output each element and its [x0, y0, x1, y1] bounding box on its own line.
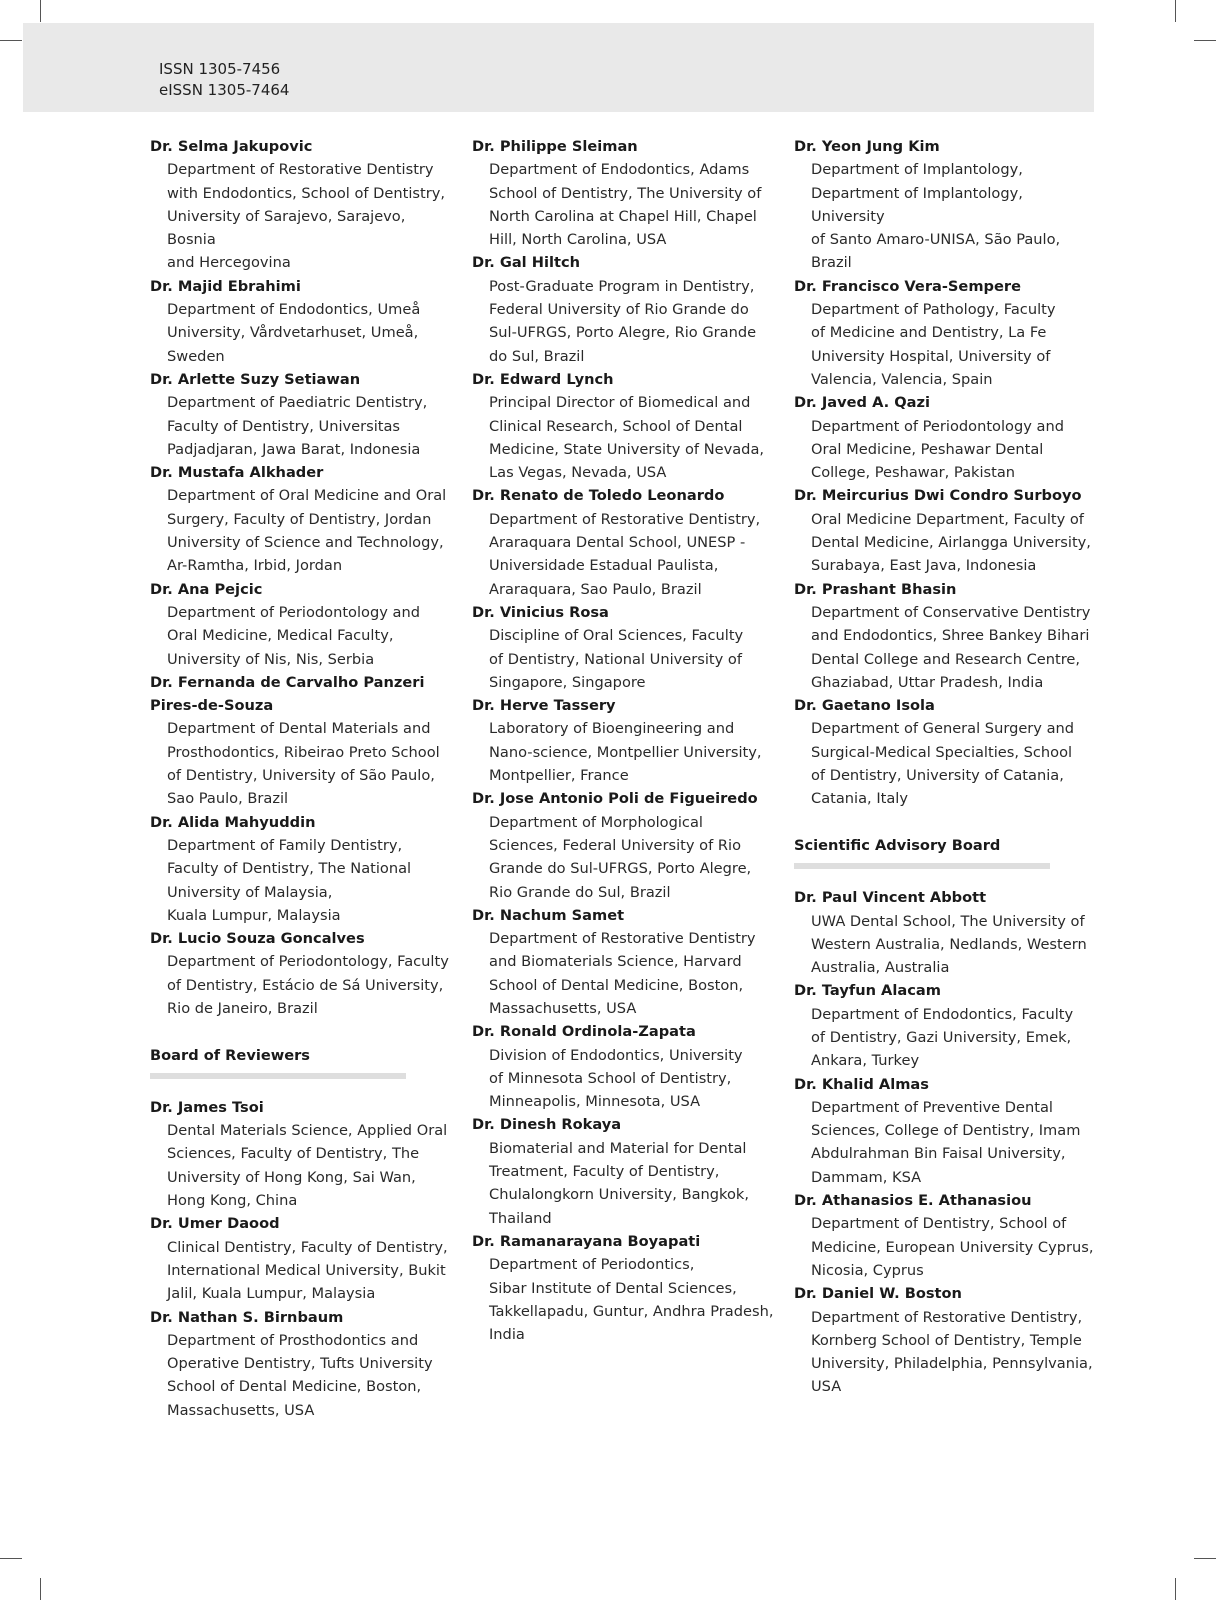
member-name: Dr. Alida Mahyuddin — [150, 813, 316, 831]
affiliation-line: Treatment, Faculty of Dentistry, — [489, 1163, 720, 1181]
crop-mark — [1175, 1578, 1176, 1600]
member-entry — [150, 1306, 455, 1422]
affiliation-line: Dental College and Research Centre, — [811, 650, 1081, 668]
crop-mark — [1194, 1558, 1216, 1559]
affiliation-line: Discipline of Oral Sciences, Faculty — [489, 627, 744, 645]
affiliation-line: Valencia, Valencia, Spain — [811, 370, 993, 388]
affiliation-line: Sibar Institute of Dental Sciences, — [489, 1279, 737, 1297]
affiliation-line: Araraquara, Sao Paulo, Brazil — [489, 580, 702, 598]
member-name: Dr. Vinicius Rosa — [472, 603, 609, 621]
member-name: Dr. Selma Jakupovic — [150, 138, 313, 155]
affiliation-line: Rio Grande do Sul, Brazil — [489, 883, 671, 901]
member-name: Dr. Ramanarayana Boyapati — [472, 1232, 701, 1250]
affiliation-line: of Minnesota School of Dentistry, — [489, 1069, 732, 1087]
section-title-scientific-advisory-board: Scientific Advisory Board — [794, 836, 1001, 854]
member-entry — [794, 391, 1099, 484]
member-name: Dr. Renato de Toledo Leonardo — [472, 487, 725, 505]
section-title-board-of-reviewers: Board of Reviewers — [150, 1046, 310, 1064]
affiliation-line: Massachusetts, USA — [167, 1401, 315, 1419]
column-2 — [472, 135, 777, 1346]
affiliation-line: Singapore, Singapore — [489, 673, 646, 691]
affiliation-line: Padjadjaran, Jawa Barat, Indonesia — [167, 440, 421, 458]
affiliation-line: University of Sarajevo, Sarajevo, Bosnia — [167, 207, 406, 249]
member-entry — [150, 461, 455, 577]
affiliation-line: Las Vegas, Nevada, USA — [489, 464, 667, 482]
affiliation-line: University Hospital, University of — [811, 347, 1051, 365]
member-name: Dr. Herve Tassery — [472, 697, 616, 715]
member-name: Dr. Arlette Suzy Setiawan — [150, 370, 361, 388]
affiliation-line: and Endodontics, Shree Bankey Bihari — [811, 627, 1090, 645]
affiliation-line: Prosthodontics, Ribeirao Preto School — [167, 743, 440, 761]
member-entry — [794, 694, 1099, 810]
affiliation-line: of Dentistry, Estácio de Sá University, — [167, 976, 444, 994]
affiliation-line: Department of Pathology, Faculty — [811, 301, 1056, 319]
affiliation-line: of Medicine and Dentistry, La Fe — [811, 324, 1047, 342]
member-entry — [150, 368, 455, 461]
affiliation-line: Department of Dental Materials and — [167, 720, 431, 738]
affiliation-line: Medicine, European University Cyprus, — [811, 1238, 1094, 1256]
affiliation-line: Sciences, Federal University of Rio — [489, 836, 741, 854]
affiliation-line: Department of Endodontics, Umeå — [167, 301, 421, 319]
member-name: Dr. Mustafa Alkhader — [150, 464, 324, 482]
member-entry — [150, 811, 455, 927]
affiliation-line: Department of Oral Medicine and Oral — [167, 487, 447, 505]
affiliation-line: UWA Dental School, The University of — [811, 912, 1085, 930]
member-entry — [472, 601, 777, 694]
member-name: Dr. Meircurius Dwi Condro Surboyo — [794, 487, 1082, 505]
affiliation-line: Department of Conservative Dentistry — [811, 603, 1091, 621]
affiliation-line: Department of Implantology, — [811, 161, 1023, 179]
col3-list-b — [794, 886, 1099, 1399]
affiliation-line: Faculty of Dentistry, The National — [167, 860, 412, 878]
member-name: Dr. Athanasios E. Athanasiou — [794, 1192, 1032, 1210]
affiliation-line: Sciences, College of Dentistry, Imam — [811, 1122, 1081, 1140]
member-name: Dr. Nachum Samet — [472, 906, 625, 924]
affiliation-line: Division of Endodontics, University — [489, 1046, 743, 1064]
column-1 — [150, 135, 455, 1422]
affiliation-line: North Carolina at Chapel Hill, Chapel — [489, 207, 757, 225]
affiliation-line: Laboratory of Bioengineering and — [489, 720, 735, 738]
member-name: Dr. Jose Antonio Poli de Figueiredo — [472, 790, 758, 808]
crop-mark — [0, 1558, 22, 1559]
affiliation-line: Nicosia, Cyprus — [811, 1261, 924, 1279]
member-entry — [150, 1096, 455, 1212]
affiliation-line: Department of General Surgery and — [811, 720, 1075, 738]
member-name: Dr. Tayfun Alacam — [794, 982, 941, 1000]
affiliation-line: Department of Family Dentistry, — [167, 836, 403, 854]
affiliation-line: Hong Kong, China — [167, 1192, 298, 1210]
affiliation-line: Department of Prosthodontics and — [167, 1331, 419, 1349]
member-entry — [794, 484, 1099, 577]
member-name: Dr. Ronald Ordinola-Zapata — [472, 1023, 696, 1041]
affiliation-line: Surgical-Medical Specialties, School — [811, 743, 1073, 761]
affiliation-line: School of Dental Medicine, Boston, — [489, 976, 744, 994]
member-name: Dr. Gaetano Isola — [794, 697, 935, 715]
affiliation-line: Post-Graduate Program in Dentistry, — [489, 277, 755, 295]
affiliation-line: USA — [811, 1378, 842, 1396]
affiliation-line: Department of Periodontology, Faculty — [167, 953, 449, 971]
member-entry — [472, 1113, 777, 1229]
member-entry — [150, 275, 455, 368]
member-entry — [472, 251, 777, 367]
affiliation-line: Sciences, Faculty of Dentistry, The — [167, 1145, 420, 1163]
affiliation-line: of Dentistry, Gazi University, Emek, — [811, 1028, 1072, 1046]
affiliation-line: University of Malaysia, — [167, 883, 333, 901]
member-entry — [150, 671, 455, 811]
affiliation-line: Department of Paediatric Dentistry, — [167, 394, 428, 412]
member-entry — [150, 578, 455, 671]
issn-block — [159, 59, 289, 101]
member-entry — [472, 368, 777, 484]
affiliation-line: Department of Dentistry, School of — [811, 1215, 1067, 1233]
affiliation-line: Faculty of Dentistry, Universitas — [167, 417, 401, 435]
member-name: Dr. Edward Lynch — [472, 370, 614, 388]
member-name: Dr. Javed A. Qazi — [794, 394, 931, 412]
member-entry — [794, 886, 1099, 979]
affiliation-line: College, Peshawar, Pakistan — [811, 464, 1016, 482]
member-name: Dr. Umer Daood — [150, 1215, 280, 1233]
crop-mark — [0, 40, 22, 41]
spacer — [794, 811, 1099, 834]
member-name-continued: Pires-de-Souza — [150, 697, 274, 715]
member-name: Dr. Daniel W. Boston — [794, 1285, 962, 1303]
affiliation-line: Department of Morphological — [489, 813, 703, 831]
affiliation-line: Western Australia, Nedlands, Western — [811, 935, 1087, 953]
affiliation-line: Department of Restorative Dentistry — [489, 930, 756, 948]
affiliation-line: India — [489, 1326, 525, 1344]
issn-electronic: eISSN 1305-7464 — [159, 81, 290, 99]
affiliation-line: Massachusetts, USA — [489, 999, 637, 1017]
member-entry — [472, 484, 777, 600]
member-name: Dr. Prashant Bhasin — [794, 580, 957, 598]
affiliation-line: Surabaya, East Java, Indonesia — [811, 557, 1037, 575]
affiliation-line: Chulalongkorn University, Bangkok, — [489, 1186, 749, 1204]
affiliation-line: Department of Periodontology and — [811, 417, 1064, 435]
affiliation-line: Abdulrahman Bin Faisal University, — [811, 1145, 1066, 1163]
affiliation-line: and Hercegovina — [167, 254, 291, 272]
affiliation-line: University of Science and Technology, — [167, 534, 444, 552]
affiliation-line: Department of Periodontology and — [167, 603, 420, 621]
member-name: Dr. Philippe Sleiman — [472, 138, 638, 155]
affiliation-line: of Dentistry, National University of — [489, 650, 742, 668]
member-entry — [150, 1212, 455, 1305]
member-entry — [472, 904, 777, 1020]
member-name: Dr. Dinesh Rokaya — [472, 1116, 622, 1134]
affiliation-line: Takkellapadu, Guntur, Andhra Pradesh, — [489, 1302, 774, 1320]
affiliation-line: Jalil, Kuala Lumpur, Malaysia — [167, 1285, 376, 1303]
member-name: Dr. Francisco Vera-Sempere — [794, 277, 1021, 295]
member-entry — [472, 694, 777, 787]
affiliation-line: University, Vårdvetarhuset, Umeå, — [167, 324, 419, 342]
section-rule — [150, 1073, 406, 1079]
affiliation-line: Department of Restorative Dentistry, — [811, 1308, 1083, 1326]
affiliation-line: Kornberg School of Dentistry, Temple — [811, 1331, 1082, 1349]
member-entry — [150, 927, 455, 1020]
affiliation-line: do Sul, Brazil — [489, 347, 585, 365]
member-entry — [794, 578, 1099, 694]
affiliation-line: Dammam, KSA — [811, 1168, 922, 1186]
affiliation-line: Oral Medicine, Peshawar Dental — [811, 440, 1044, 458]
section-rule — [794, 863, 1050, 869]
affiliation-line: Department of Preventive Dental — [811, 1098, 1053, 1116]
affiliation-line: School of Dental Medicine, Boston, — [167, 1378, 422, 1396]
column-3 — [794, 135, 1099, 1399]
affiliation-line: Universidade Estadual Paulista, — [489, 557, 719, 575]
col3-list-a — [794, 135, 1099, 811]
affiliation-line: Department of Periodontics, — [489, 1256, 695, 1274]
affiliation-line: Sweden — [167, 347, 225, 365]
affiliation-line: University, Philadelphia, Pennsylvania, — [811, 1355, 1093, 1373]
affiliation-line: Principal Director of Biomedical and — [489, 394, 751, 412]
affiliation-line: Catania, Italy — [811, 790, 908, 808]
affiliation-line: Rio de Janeiro, Brazil — [167, 999, 318, 1017]
affiliation-line: University of Nis, Nis, Serbia — [167, 650, 375, 668]
affiliation-line: of Dentistry, University of São Paulo, — [167, 767, 435, 785]
affiliation-line: Department of Endodontics, Faculty — [811, 1005, 1074, 1023]
affiliation-line: Ar-Ramtha, Irbid, Jordan — [167, 557, 343, 575]
affiliation-line: Brazil — [811, 254, 852, 272]
affiliation-line: Minneapolis, Minnesota, USA — [489, 1093, 701, 1111]
member-name: Dr. Yeon Jung Kim — [794, 138, 940, 155]
affiliation-line: School of Dentistry, The University of — [489, 184, 762, 202]
affiliation-line: with Endodontics, School of Dentistry, — [167, 184, 446, 202]
affiliation-line: Thailand — [489, 1209, 552, 1227]
member-entry — [794, 1189, 1099, 1282]
crop-mark — [1194, 40, 1216, 41]
affiliation-line: Clinical Dentistry, Faculty of Dentistry, — [167, 1238, 448, 1256]
affiliation-line: Department of Endodontics, Adams — [489, 161, 750, 179]
member-entry — [472, 787, 777, 903]
issn-print: ISSN 1305-7456 — [159, 60, 281, 78]
member-name: Dr. Lucio Souza Goncalves — [150, 930, 365, 948]
member-name: Dr. Ana Pejcic — [150, 580, 263, 598]
affiliation-line: Australia, Australia — [811, 959, 950, 977]
affiliation-line: Sao Paulo, Brazil — [167, 790, 289, 808]
member-name: Dr. Gal Hiltch — [472, 254, 580, 272]
affiliation-line: Department of Restorative Dentistry — [167, 161, 434, 179]
crop-mark — [40, 0, 41, 22]
affiliation-line: Kuala Lumpur, Malaysia — [167, 906, 341, 924]
affiliation-line: Oral Medicine Department, Faculty of — [811, 510, 1084, 528]
affiliation-line: Department of Implantology, University — [811, 184, 1023, 225]
affiliation-line: Department of Restorative Dentistry, — [489, 510, 761, 528]
affiliation-line: Sul-UFRGS, Porto Alegre, Rio Grande — [489, 324, 757, 342]
member-name: Dr. Nathan S. Birnbaum — [150, 1308, 344, 1326]
affiliation-line: Hill, North Carolina, USA — [489, 231, 667, 249]
spacer — [150, 1020, 455, 1043]
member-entry — [794, 1073, 1099, 1189]
affiliation-line: Dental Medicine, Airlangga University, — [811, 534, 1091, 552]
affiliation-line: Medicine, State University of Nevada, — [489, 440, 765, 458]
affiliation-line: Nano-science, Montpellier University, — [489, 743, 762, 761]
member-entry — [472, 1230, 777, 1346]
crop-mark — [40, 1578, 41, 1600]
affiliation-line: Araraquara Dental School, UNESP - — [489, 534, 746, 552]
member-name: Dr. James Tsoi — [150, 1098, 264, 1116]
member-entry — [472, 135, 777, 251]
affiliation-line: Dental Materials Science, Applied Oral — [167, 1122, 448, 1140]
member-entry — [794, 135, 1099, 275]
affiliation-line: University of Hong Kong, Sai Wan, — [167, 1168, 416, 1186]
affiliation-line: Federal University of Rio Grande do — [489, 301, 749, 319]
affiliation-line: Grande do Sul-UFRGS, Porto Alegre, — [489, 860, 752, 878]
member-name: Dr. Fernanda de Carvalho Panzeri — [150, 673, 425, 691]
affiliation-line: Biomaterial and Material for Dental — [489, 1139, 747, 1157]
affiliation-line: of Dentistry, University of Catania, — [811, 767, 1064, 785]
member-entry — [794, 275, 1099, 391]
affiliation-line: Surgery, Faculty of Dentistry, Jordan — [167, 510, 432, 528]
member-entry — [472, 1020, 777, 1113]
affiliation-line: Operative Dentistry, Tufts University — [167, 1355, 433, 1373]
affiliation-line: Ghaziabad, Uttar Pradesh, India — [811, 673, 1044, 691]
col1-list-b — [150, 1096, 455, 1422]
member-name: Dr. Majid Ebrahimi — [150, 277, 301, 295]
member-name: Dr. Khalid Almas — [794, 1075, 929, 1093]
member-entry — [794, 1282, 1099, 1398]
affiliation-line: Oral Medicine, Medical Faculty, — [167, 627, 394, 645]
col1-list-a — [150, 135, 455, 1020]
affiliation-line: Clinical Research, School of Dental — [489, 417, 743, 435]
crop-mark — [1175, 0, 1176, 22]
member-entry — [150, 135, 455, 275]
affiliation-line: and Biomaterials Science, Harvard — [489, 953, 742, 971]
affiliation-line: Ankara, Turkey — [811, 1052, 920, 1070]
member-name: Dr. Paul Vincent Abbott — [794, 889, 987, 907]
member-entry — [794, 979, 1099, 1072]
affiliation-line: of Santo Amaro-UNISA, São Paulo, — [811, 231, 1061, 249]
affiliation-line: International Medical University, Bukit — [167, 1261, 446, 1279]
col2-list-a — [472, 135, 777, 1346]
affiliation-line: Montpellier, France — [489, 767, 629, 785]
